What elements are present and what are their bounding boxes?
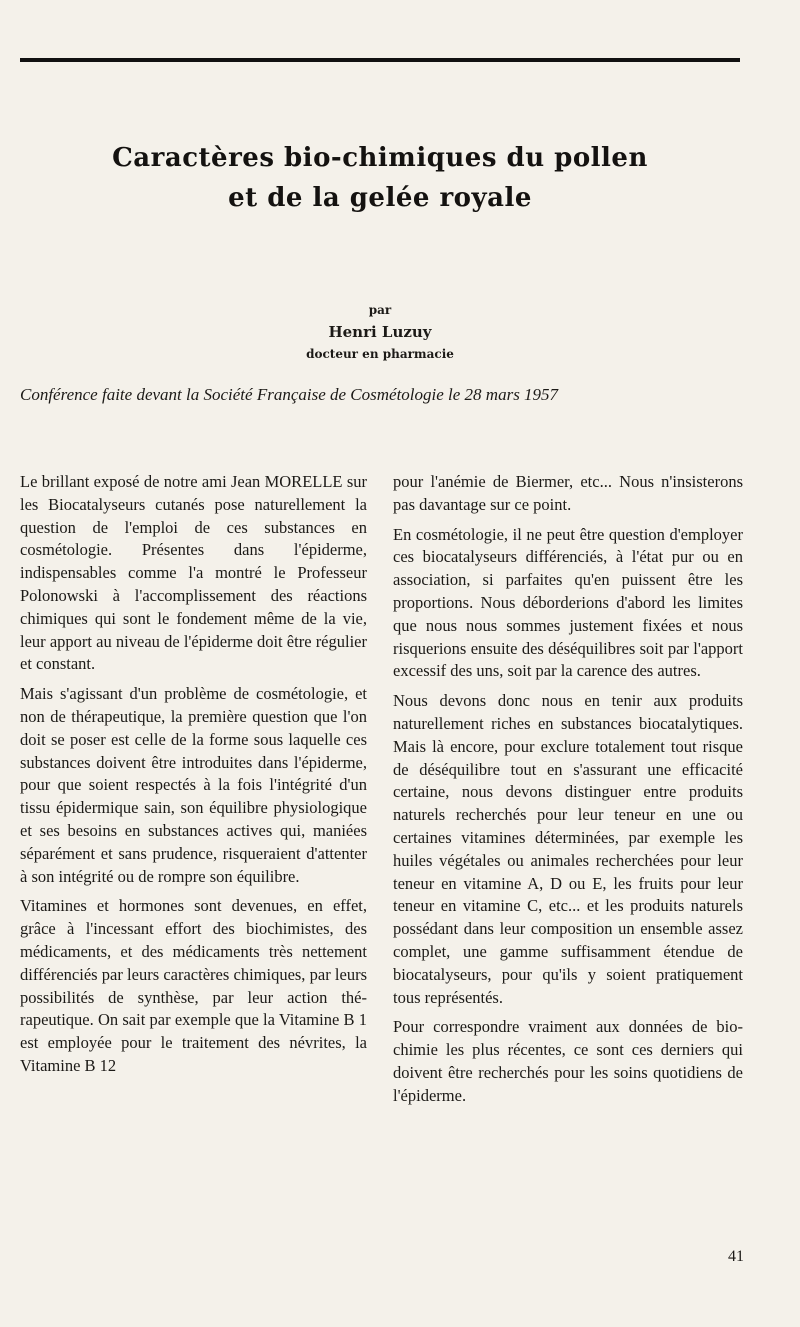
paragraph: Nous devons donc nous en tenir aux produits naturellement riches en substances biocatalytiques. Mais là encore, pour exclure totalement tout risque de déséquilibre tout en s'assurant une efficacité certaine, nous devons distinguer entre produits naturels recherchés pour leur teneur en une ou certaines vitamines déterminées, par exemple les huiles végétales ou animales recherchées pour leur teneur en vitamine A, D ou E, les fruits pour leur teneur en vitamine C, etc... et les produits naturels possédant dans leur composition un ensemble assez complet, une gamme suffisamment étendue de biocatalyseurs, pour qu'ils y soient pratiquement tous représentés. [393, 691, 743, 1007]
paragraph: pour l'anémie de Biermer, etc... Nous n'insisterons pas davantage sur ce point. [393, 472, 743, 514]
right-column [393, 471, 743, 1115]
article-title [20, 138, 740, 218]
left-column [20, 471, 367, 1085]
conference-note: Conférence faite devant la Société Française de Cosmétologie le 28 mars 1957 [20, 385, 559, 404]
paragraph: En cosmétologie, il ne peut être question d'employer ces biocatalyseurs différenciés, à l'état pur ou en association, si parfaites qu'en puissent être les proportions. Nous déborderions d'abord les limites que nous nous sommes justement fixées et nous risquerions ensuite des déséquilibres soit par l'apport excessif des uns, soit par la carence des autres. [393, 524, 743, 681]
top-rule [20, 58, 740, 62]
title-line-1: Caractères bio-chimiques du pollen [112, 143, 648, 173]
title-line-2: et de la gelée royale [228, 183, 532, 213]
paragraph: Mais s'agissant d'un problème de cosmétologie, et non de thérapeutique, la première question que l'on doit se poser est celle de la forme sous laquelle ces substances doivent être introduites dans l'épiderme, pour que soient respectés à la fois l'intégrité d'un tissu épidermique sain, son équilibre physiologique et ses besoins en substances actives qui, maniées séparément et sans prudence, risqueraient d'attenter à son intégrité ou de rompre son équilibre. [20, 684, 367, 886]
byline [20, 300, 740, 364]
paragraph: Le brillant exposé de notre ami Jean MORELLE sur les Biocatalyseurs cutanés pose naturellement la question de l'emploi de ces substances en cosmétologie. Présentes dans l'épiderme, indispensables comme l'a montré le Professeur Polonowski à l'accomplissement des réactions chimiques qui sont le fondement même de la vie, leur apport au niveau de l'épiderme doit être régulier et constant. [20, 472, 367, 674]
paragraph: Pour correspondre vraiment aux données de bio-chimie les plus récentes, ce sont ces derniers qui doivent être recherchés pour les soins quotidiens de l'épiderme. [393, 1017, 743, 1105]
author-role: docteur en pharmacie [306, 347, 454, 361]
paragraph: Vitamines et hormones sont devenues, en effet, grâce à l'incessant effort des biochimistes, des médicaments, et des médicaments très nettement différenciés par leurs caractères chimiques, par leurs possibilités de synthèse, par leur action thérapeutique. On sait par exemple que la Vitamine B 1 est employée pour le traitement des névrites, la Vitamine B 12 [20, 896, 367, 1075]
author-name: Henri Luzuy [328, 323, 432, 341]
page-number: 41 [728, 1248, 744, 1265]
byline-par: par [368, 303, 392, 317]
